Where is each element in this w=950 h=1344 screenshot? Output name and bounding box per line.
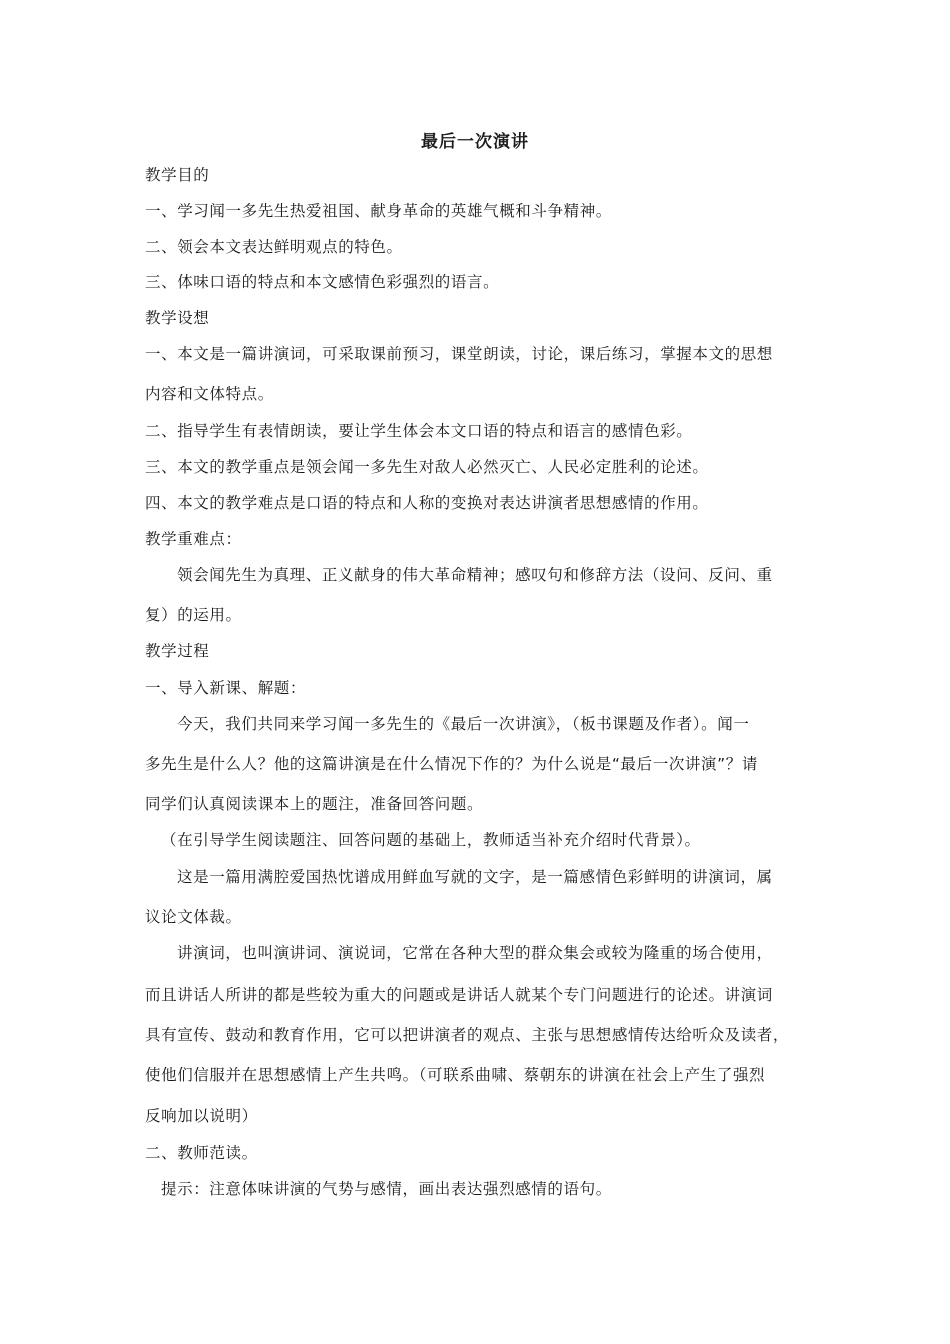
heading-teaching-plan: 教学设想	[145, 309, 210, 327]
plan-item: 四、本文的教学难点是口语的特点和人称的变换对表达讲演者思想感情的作用。	[145, 494, 709, 512]
plan-item: 三、本文的教学重点是领会闻一多先生对敌人必然灭亡、人民必定胜利的论述。	[145, 458, 709, 476]
hint-line: 提示：注意体味讲演的气势与感情，画出表达强烈感情的语句。	[161, 1180, 612, 1198]
process-step: 二、教师范读。	[145, 1144, 258, 1162]
heading-key-points: 教学重难点：	[145, 530, 242, 548]
goal-item: 二、领会本文表达鲜明观点的特色。	[145, 238, 403, 256]
paragraph-line: 今天，我们共同来学习闻一多先生的《最后一次讲演》，（板书课题及作者）。闻一	[177, 715, 750, 733]
process-step: 一、导入新课、解题：	[145, 679, 307, 697]
paragraph-line: 同学们认真阅读课本上的题注，准备回答问题。	[145, 795, 484, 813]
plan-item: 一、本文是一篇讲演词，可采取课前预习，课堂朗读，讨论，课后练习，掌握本文的思想	[145, 345, 773, 363]
key-points-paragraph: 领会闻先生为真理、正义献身的伟大革命精神；感叹句和修辞方法（设问、反问、重	[177, 566, 773, 584]
document-title: 最后一次演讲	[421, 132, 529, 152]
paragraph-line: （在引导学生阅读题注、回答问题的基础上，教师适当补充介绍时代背景）。	[161, 831, 701, 849]
key-points-paragraph-continued: 复）的运用。	[145, 606, 242, 624]
heading-teaching-goals: 教学目的	[145, 166, 210, 184]
paragraph-line: 议论文体裁。	[145, 908, 242, 926]
goal-item: 一、学习闻一多先生热爱祖国、献身革命的英雄气概和斗争精神。	[145, 202, 612, 220]
paragraph-line: 反响加以说明）	[145, 1107, 258, 1125]
plan-item-continued: 内容和文体特点。	[145, 385, 274, 403]
paragraph-line: 讲演词，也叫演讲词、演说词，它常在各种大型的群众集会或较为隆重的场合使用，	[177, 944, 773, 962]
paragraph-line: 而且讲话人所讲的都是些较为重大的问题或是讲话人就某个专门问题进行的论述。讲演词	[145, 986, 773, 1004]
plan-item: 二、指导学生有表情朗读，要让学生体会本文口语的特点和语言的感情色彩。	[145, 422, 693, 440]
paragraph-line: 多先生是什么人？他的这篇讲演是在什么情况下作的？为什么说是“最后一次讲演”？请	[145, 755, 758, 773]
paragraph-line: 这是一篇用满腔爱国热忱谱成用鲜血写就的文字，是一篇感情色彩鲜明的讲演词，属	[177, 868, 773, 886]
paragraph-line: 具有宣传、鼓动和教育作用，它可以把讲演者的观点、主张与思想感情传达给听众及读者，	[145, 1026, 790, 1044]
paragraph-line: 使他们信服并在思想感情上产生共鸣。（可联系曲啸、蔡朝东的讲演在社会上产生了强烈	[145, 1066, 766, 1084]
goal-item: 三、体味口语的特点和本文感情色彩强烈的语言。	[145, 273, 500, 291]
heading-teaching-process: 教学过程	[145, 642, 210, 660]
